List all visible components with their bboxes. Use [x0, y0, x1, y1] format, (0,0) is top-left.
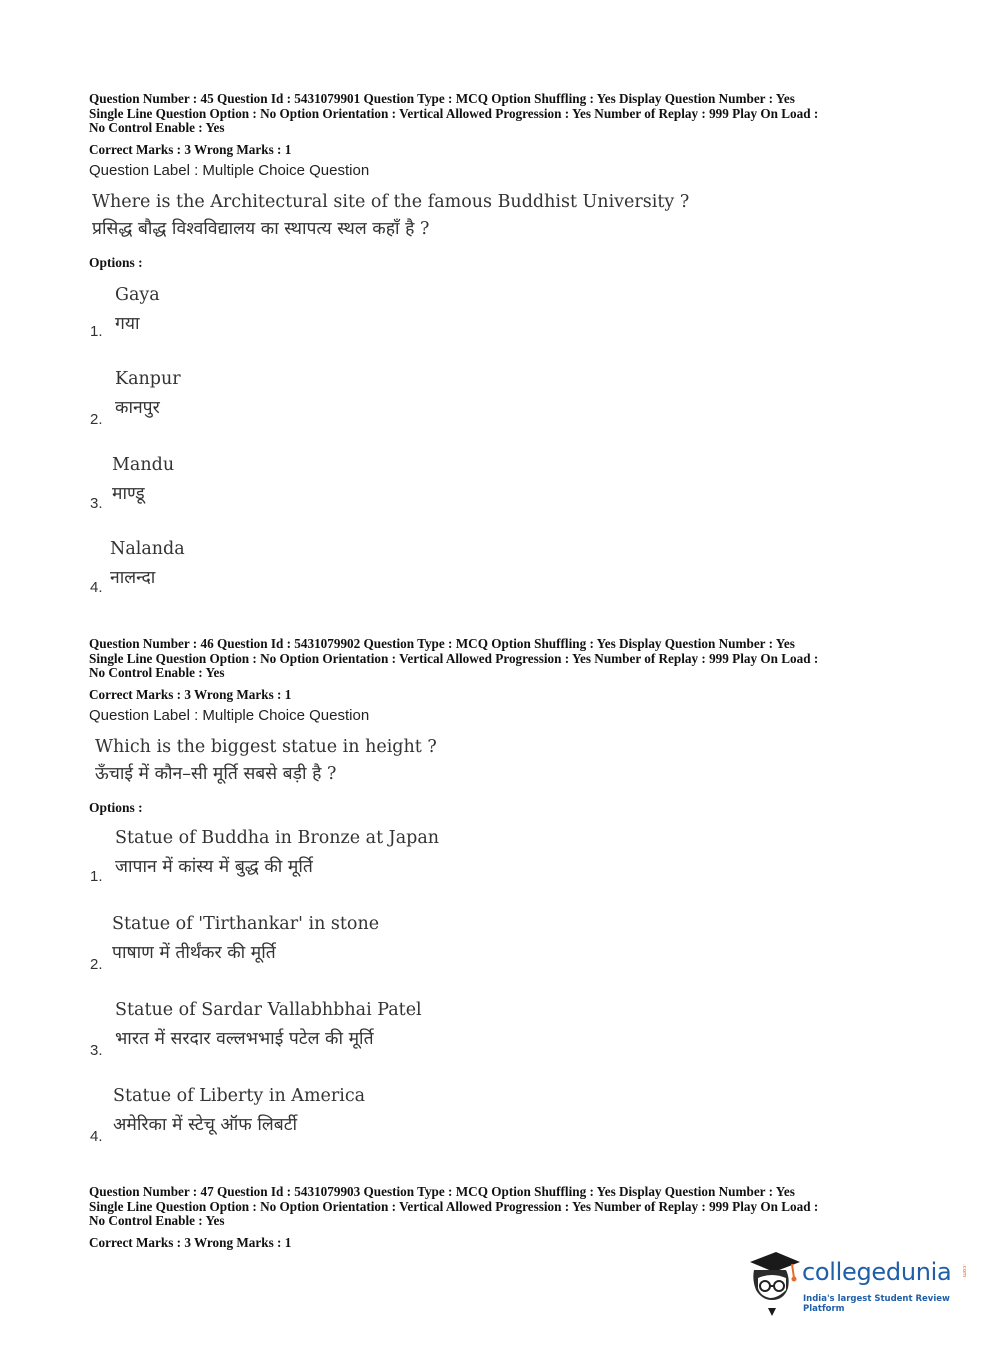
option-text-hi: जापान में कांस्य में बुद्ध की मूर्ति	[115, 856, 313, 877]
question-meta-line-1: Question Number : 45 Question Id : 5431079901 Question Type : MCQ Option Shuffling : Yes Display Question Number : Yes	[89, 91, 795, 106]
option-3[interactable]	[89, 996, 919, 1082]
student-mascot-icon	[742, 1250, 802, 1320]
options-list	[89, 824, 919, 1168]
option-number: 2.	[90, 955, 103, 973]
question-meta-line-3: No Control Enable : Yes	[89, 120, 225, 136]
question-text-en: Which is the biggest statue in height ?	[95, 736, 437, 757]
option-text-en: Mandu	[112, 454, 175, 475]
option-4[interactable]	[89, 537, 919, 623]
brand-name: collegedunia	[802, 1258, 952, 1286]
option-number: 4.	[90, 578, 103, 596]
option-text-hi: गया	[115, 313, 140, 334]
question-meta-line-1: Question Number : 47 Question Id : 5431079903 Question Type : MCQ Option Shuffling : Yes Display Question Number : Yes	[89, 1184, 795, 1199]
collegedunia-watermark	[742, 1250, 972, 1320]
question-meta-line-1: Question Number : 46 Question Id : 5431079902 Question Type : MCQ Option Shuffling : Yes Display Question Number : Yes	[89, 636, 795, 651]
option-text-en: Gaya	[115, 284, 160, 305]
question-label: Question Label : Multiple Choice Question	[89, 706, 370, 724]
option-text-en: Statue of 'Tirthankar' in stone	[112, 913, 380, 934]
option-1[interactable]	[89, 279, 919, 365]
option-number: 1.	[90, 322, 103, 340]
options-label: Options :	[89, 254, 143, 270]
question-text-hi: प्रसिद्ध बौद्ध विश्वविद्यालय का स्थापत्य स्थल कहाँ है ?	[92, 218, 430, 239]
question-meta-line-2: Single Line Question Option : No Option Orientation : Vertical Allowed Progression : Yes Number of Replay : 999 Play On Load :	[89, 650, 819, 666]
question-text-hi: ऊँचाई में कौन–सी मूर्ति सबसे बड़ी है ?	[95, 763, 337, 784]
option-1[interactable]	[89, 824, 919, 910]
option-text-en: Statue of Liberty in America	[113, 1085, 366, 1106]
question-meta-line-2: Single Line Question Option : No Option Orientation : Vertical Allowed Progression : Yes Number of Replay : 999 Play On Load :	[89, 105, 819, 121]
option-text-en: Nalanda	[110, 538, 185, 559]
question-meta-line-3: No Control Enable : Yes	[89, 1213, 225, 1229]
question-meta-line-2: Single Line Question Option : No Option Orientation : Vertical Allowed Progression : Yes Number of Replay : 999 Play On Load :	[89, 1198, 819, 1214]
options-label: Options :	[89, 799, 143, 815]
question-marks: Correct Marks : 3 Wrong Marks : 1	[89, 1234, 292, 1250]
option-number: 4.	[90, 1127, 103, 1145]
option-2[interactable]	[89, 365, 919, 451]
option-2[interactable]	[89, 910, 919, 996]
option-text-hi: अमेरिका में स्टेचू ऑफ लिबर्टी	[113, 1114, 298, 1135]
option-3[interactable]	[89, 451, 919, 537]
options-list	[89, 279, 919, 623]
option-text-hi: भारत में सरदार वल्लभभाई पटेल की मूर्ति	[115, 1028, 374, 1049]
question-text	[92, 189, 919, 243]
option-text-hi: कानपुर	[115, 397, 160, 418]
question-marks: Correct Marks : 3 Wrong Marks : 1	[89, 141, 292, 157]
question-text	[95, 734, 919, 788]
question-label: Question Label : Multiple Choice Question	[89, 161, 370, 179]
option-number: 3.	[90, 1041, 103, 1059]
brand-suffix: .com	[961, 1264, 967, 1278]
question-text-en: Where is the Architectural site of the famous Buddhist University ?	[92, 191, 690, 212]
option-number: 1.	[90, 867, 103, 885]
question-meta-line-3: No Control Enable : Yes	[89, 665, 225, 681]
option-number: 2.	[90, 410, 103, 428]
option-text-en: Kanpur	[115, 368, 181, 389]
brand-tagline: India's largest Student Review Platform	[803, 1294, 950, 1314]
option-text-hi: माण्डू	[112, 483, 145, 504]
option-text-hi: पाषाण में तीर्थंकर की मूर्ति	[112, 942, 276, 963]
question-47	[89, 1185, 919, 1251]
option-text-en: Statue of Buddha in Bronze at Japan	[115, 827, 440, 848]
question-46	[89, 637, 919, 1168]
question-45	[89, 92, 919, 623]
option-text-hi: नालन्दा	[110, 567, 156, 588]
option-text-en: Statue of Sardar Vallabhbhai Patel	[115, 999, 422, 1020]
option-4[interactable]	[89, 1082, 919, 1168]
option-number: 3.	[90, 494, 103, 512]
question-marks: Correct Marks : 3 Wrong Marks : 1	[89, 686, 292, 702]
